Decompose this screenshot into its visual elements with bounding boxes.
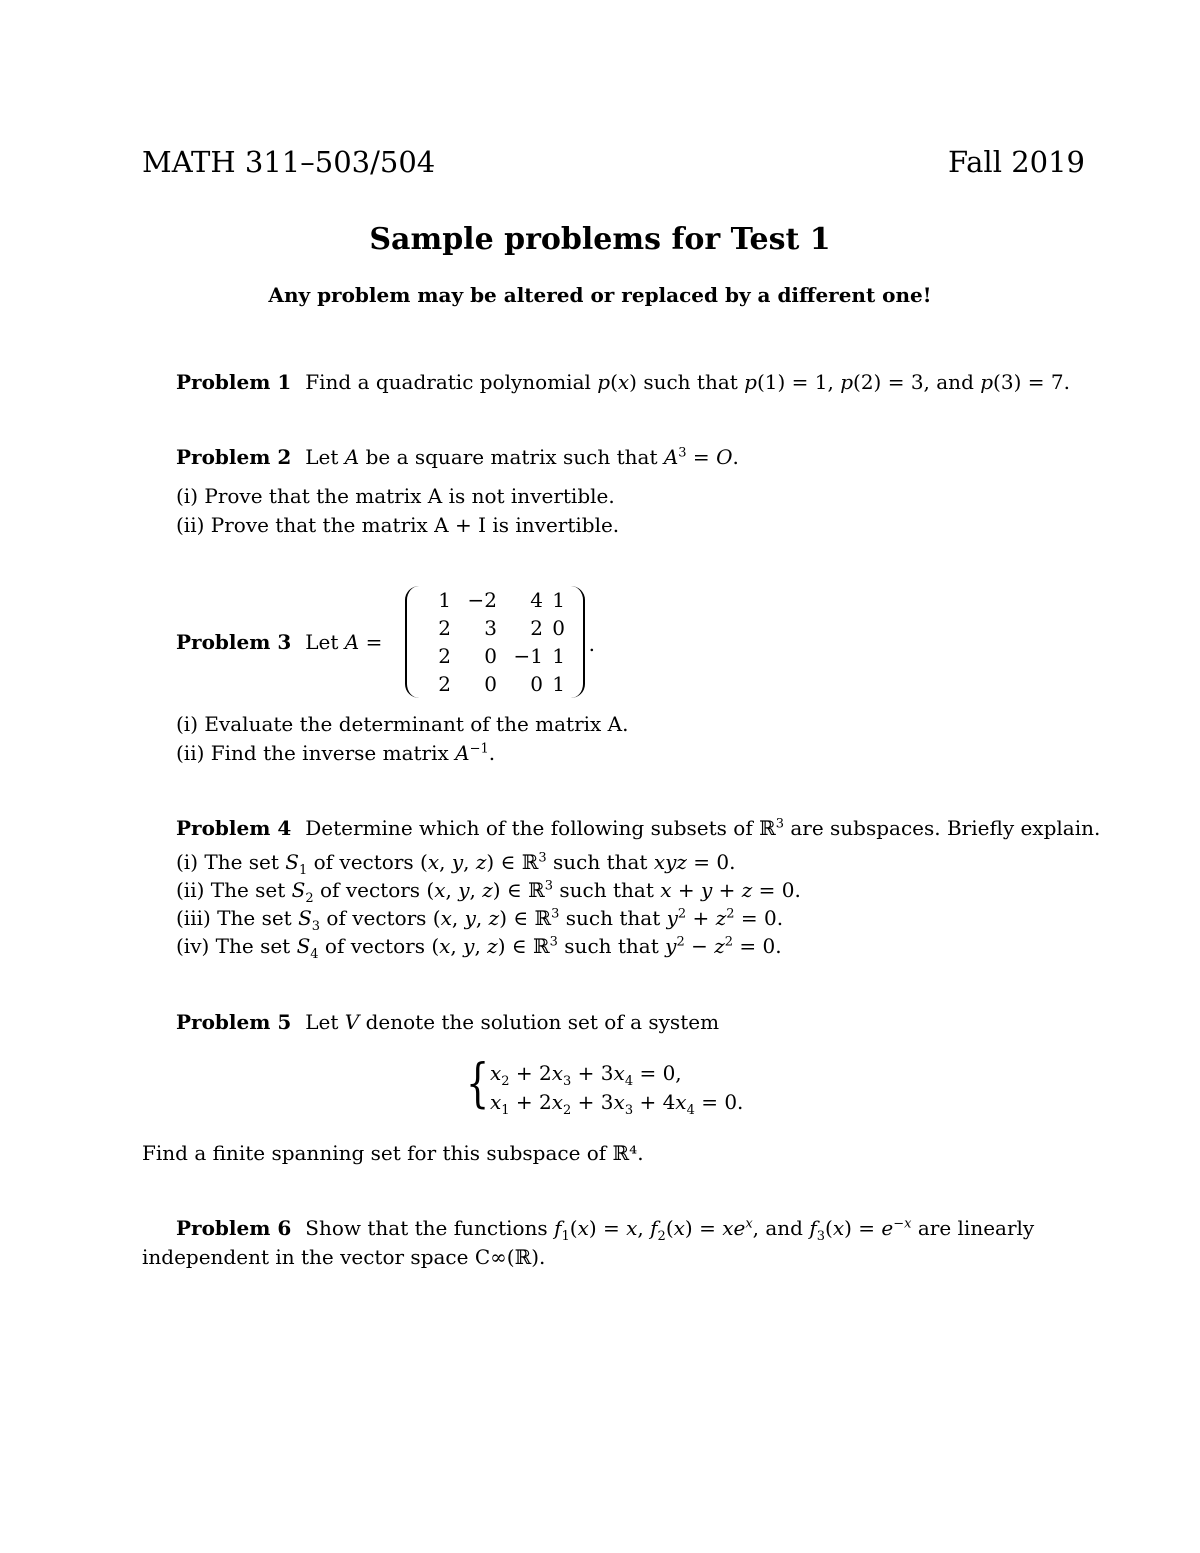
problem-6-text: Show that the functions $f_1(x) = x$, $f_2(x) = xe^x$, and $f_3(x) = e^{-x}$ are linearly [305, 1216, 1035, 1244]
problem-label: Problem 1 [176, 370, 292, 394]
system-equation-2: $x_1 + 2x_2 + 3x_3 + 4x_4 = 0$. [490, 1090, 744, 1118]
matrix-entry: 2 [438, 644, 451, 668]
problem-3-part-ii: (ii) Find the inverse matrix $A^{-1}$. [176, 741, 496, 765]
problem-6 [176, 1216, 1035, 1244]
problem-5-closing: Find a finite spanning set for this subspace of ℝ⁴. [142, 1141, 644, 1165]
problem-label: Problem 2 [176, 445, 292, 469]
system-brace: { [466, 1054, 490, 1114]
matrix-entry: 1 [552, 672, 565, 696]
matrix-entry: 2 [438, 616, 451, 640]
matrix-entry: 1 [552, 588, 565, 612]
matrix-grid [421, 588, 565, 700]
problem-2-part-i: (i) Prove that the matrix A is not invertible. [176, 484, 615, 508]
term: Fall 2019 [947, 145, 1085, 179]
matrix-entry: 4 [530, 588, 543, 612]
system-equation-1: $x_2 + 2x_3 + 3x_4 = 0$, [490, 1061, 682, 1089]
matrix-entry: 1 [552, 644, 565, 668]
problem-3-text: Let A = [305, 630, 383, 654]
matrix-entry: 3 [484, 616, 497, 640]
problem-4-part-iv: (iv) The set $S_4$ of vectors (x, y, z) ∈ ℝ$^3$ such that $y^2 - z^2 = 0$. [176, 934, 782, 962]
problem-4-part-iii: (iii) The set $S_3$ of vectors (x, y, z) ∈ ℝ$^3$ such that $y^2 + z^2 = 0$. [176, 906, 784, 934]
problem-1 [176, 370, 1070, 394]
matrix-entry: 0 [552, 616, 565, 640]
problem-label: Problem 4 [176, 816, 292, 840]
problem-2-part-ii: (ii) Prove that the matrix A + I is invertible. [176, 513, 620, 537]
matrix-period: . [588, 632, 595, 656]
matrix-entry: 1 [438, 588, 451, 612]
problem-2-text: Let A be a square matrix such that $A^3 = O$. [305, 445, 739, 469]
problem-3-part-i: (i) Evaluate the determinant of the matrix A. [176, 712, 629, 736]
left-parenthesis [405, 586, 421, 698]
problem-4-part-i: (i) The set $S_1$ of vectors (x, y, z) ∈ ℝ$^3$ such that xyz = 0. [176, 850, 736, 878]
matrix-entry: 2 [530, 616, 543, 640]
course-code: MATH 311–503/504 [142, 145, 436, 179]
problem-label: Problem 6 [176, 1216, 292, 1240]
matrix-entry: 0 [484, 672, 497, 696]
problem-4-text: Determine which of the following subsets of ℝ$^3$ are subspaces. Briefly explain. [305, 816, 1101, 840]
problem-5-text: Let V denote the solution set of a system [305, 1010, 720, 1034]
matrix-entry: 0 [484, 644, 497, 668]
problem-5 [176, 1010, 719, 1034]
page-title: Sample problems for Test 1 [369, 222, 831, 257]
matrix-a [405, 586, 595, 698]
right-parenthesis [569, 586, 585, 698]
problem-1-text: Find a quadratic polynomial p(x) such that p(1) = 1, p(2) = 3, and p(3) = 7. [305, 370, 1070, 394]
problem-2 [176, 445, 739, 469]
matrix-entry: −2 [467, 588, 497, 612]
problem-label: Problem 3 [176, 630, 292, 654]
problem-4 [176, 816, 1100, 840]
matrix-entry: −1 [513, 644, 543, 668]
problem-label: Problem 5 [176, 1010, 292, 1034]
problem-4-part-ii: (ii) The set $S_2$ of vectors (x, y, z) ∈ ℝ$^3$ such that x + y + z = 0. [176, 878, 801, 906]
matrix-entry: 0 [530, 672, 543, 696]
page-subtitle: Any problem may be altered or replaced by a different one! [268, 283, 932, 307]
problem-3 [176, 630, 382, 654]
matrix-entry: 2 [438, 672, 451, 696]
problem-6-line-2: independent in the vector space C∞(ℝ). [142, 1245, 546, 1269]
